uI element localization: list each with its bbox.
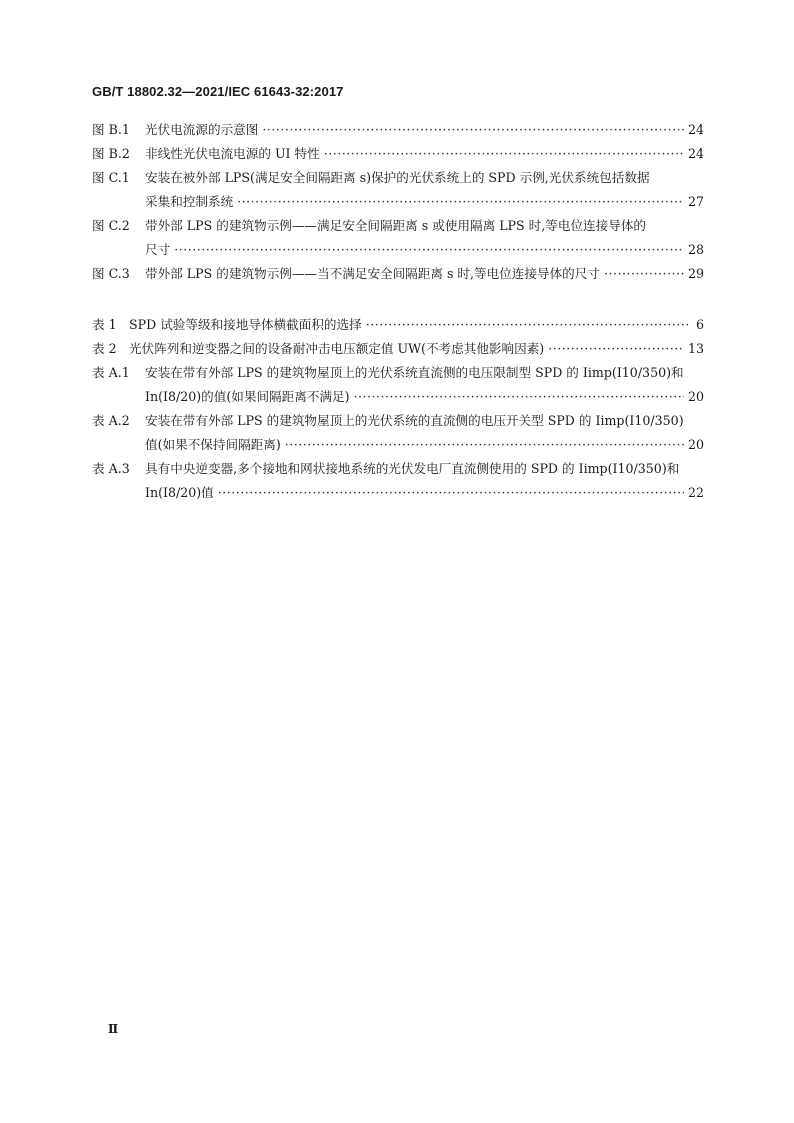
dot-leader — [218, 481, 684, 505]
dot-leader — [354, 385, 684, 409]
toc-entry-title: 安装在被外部 LPS(满足安全间隔距离 s)保护的光伏系统上的 SPD 示例,光伏系统包括数据 — [145, 170, 650, 185]
toc-entry-title: 安装在带有外部 LPS 的建筑物屋顶上的光伏系统直流侧的电压限制型 SPD 的 Iimp(I10/350)和 — [145, 365, 684, 380]
toc-entry-page: 27 — [687, 194, 704, 209]
dot-leader — [548, 337, 684, 361]
toc-entry-title-continued: 采集和控制系统 — [145, 194, 234, 209]
toc-entry-label: 表 2 — [92, 341, 117, 356]
toc-entry-table-a3[interactable] — [92, 457, 704, 505]
toc-entry-title-continued: 值(如果不保持间隔距离) — [145, 437, 281, 452]
toc-entry-table-2[interactable] — [92, 337, 704, 361]
toc-entry-label: 图 C.3 — [92, 266, 130, 281]
toc-entry-title: 光伏阵列和逆变器之间的设备耐冲击电压额定值 UW(不考虑其他影响因素) — [129, 341, 545, 356]
dot-leader — [285, 433, 684, 457]
toc-entry-table-a1[interactable] — [92, 361, 704, 409]
toc-entry-title-continued: In(I8/20)值 — [145, 485, 214, 500]
toc-entry-page: 28 — [687, 242, 704, 257]
toc-entry-figure-b1[interactable] — [92, 118, 704, 142]
toc-entry-page: 13 — [687, 341, 704, 356]
dot-leader — [174, 238, 684, 262]
toc-entry-page: 24 — [687, 146, 704, 161]
toc-entry-label: 图 C.1 — [92, 170, 130, 185]
dot-leader — [324, 142, 684, 166]
toc-entry-page: 24 — [687, 122, 704, 137]
toc-entry-title: SPD 试验等级和接地导体横截面积的选择 — [129, 317, 362, 332]
toc-entry-label: 表 1 — [92, 317, 117, 332]
toc-entry-label: 图 B.1 — [92, 122, 130, 137]
toc-entry-page: 22 — [687, 485, 704, 500]
toc-entry-title-continued: 尺寸 — [145, 242, 171, 257]
toc-entry-title: 安装在带有外部 LPS 的建筑物屋顶上的光伏系统的直流侧的电压开关型 SPD 的 Iimp(I10/350) — [145, 413, 684, 428]
toc-entry-title: 具有中央逆变器,多个接地和网状接地系统的光伏发电厂直流侧使用的 SPD 的 Iimp(I10/350)和 — [145, 461, 680, 476]
toc-entry-page: 6 — [695, 317, 704, 332]
toc-entry-table-1[interactable] — [92, 313, 704, 337]
toc-entry-title-continued: In(I8/20)的值(如果间隔距离不满足) — [145, 389, 350, 404]
toc-entry-figure-c3[interactable] — [92, 262, 704, 286]
toc-entry-page: 20 — [687, 437, 704, 452]
toc-entry-label: 表 A.1 — [92, 365, 130, 380]
toc-entry-label: 表 A.2 — [92, 413, 130, 428]
toc-entry-title: 带外部 LPS 的建筑物示例——满足安全间隔距离 s 或使用隔离 LPS 时,等电位连接导体的 — [145, 218, 647, 233]
dot-leader — [262, 118, 684, 142]
dot-leader — [366, 313, 688, 337]
toc-entry-page: 20 — [687, 389, 704, 404]
toc-entry-label: 图 C.2 — [92, 218, 130, 233]
toc-entry-label: 表 A.3 — [92, 461, 130, 476]
toc-entry-figure-c2[interactable] — [92, 214, 704, 262]
toc-entry-title: 光伏电流源的示意图 — [145, 122, 259, 137]
toc-entry-page: 29 — [687, 266, 704, 281]
toc-entry-title: 非线性光伏电流电源的 UI 特性 — [145, 146, 320, 161]
toc-entry-title: 带外部 LPS 的建筑物示例——当不满足安全间隔距离 s 时,等电位连接导体的尺寸 — [145, 266, 600, 281]
toc-entry-figure-c1[interactable] — [92, 166, 704, 214]
table-list — [92, 313, 704, 505]
toc-entry-label: 图 B.2 — [92, 146, 130, 161]
toc-entry-table-a2[interactable] — [92, 409, 704, 457]
dot-leader — [237, 190, 684, 214]
standard-header: GB/T 18802.32—2021/IEC 61643-32:2017 — [92, 84, 344, 99]
figure-list — [92, 118, 704, 286]
toc-entry-figure-b2[interactable] — [92, 142, 704, 166]
dot-leader — [604, 262, 684, 286]
page-number: Ⅱ — [108, 1022, 119, 1036]
